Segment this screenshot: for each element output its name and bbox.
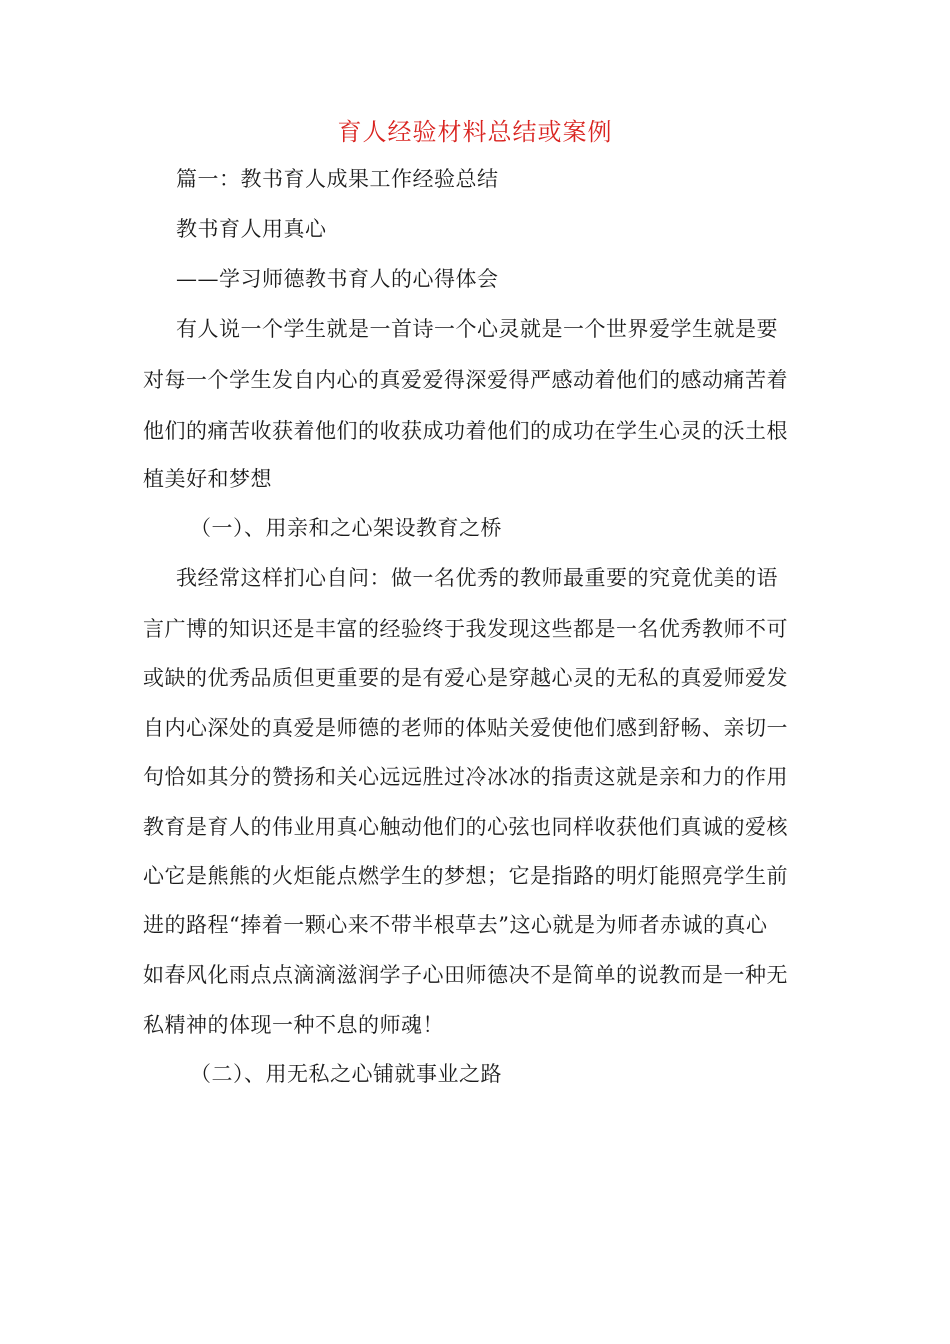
paragraph-line: 心它是熊熊的火炬能点燃学生的梦想；它是指路的明灯能照亮学生前: [143, 864, 788, 888]
paragraph-line: 教育是育人的伟业用真心触动他们的心弦也同样收获他们真诚的爱核: [143, 815, 788, 839]
paragraph-line: 他们的痛苦收获着他们的收获成功着他们的成功在学生心灵的沃土根: [143, 419, 788, 443]
subheading: 教书育人用真心: [176, 217, 327, 241]
document-title: 育人经验材料总结或案例: [337, 118, 613, 146]
paragraph-line: 私精神的体现一种不息的师魂！: [143, 1013, 444, 1037]
paragraph-line: 对每一个学生发自内心的真爱爱得深爱得严感动着他们的感动痛苦着: [143, 368, 788, 392]
paragraph-line: 如春风化雨点点滴滴滋润学子心田师德决不是简单的说教而是一种无: [143, 963, 788, 987]
section-heading-1: （一）、用亲和之心架设教育之桥: [190, 516, 502, 540]
section-heading-2: （二）、用无私之心铺就事业之路: [190, 1062, 502, 1086]
subtitle: ——学习师德教书育人的心得体会: [176, 267, 499, 291]
paragraph-line: 自内心深处的真爱是师德的老师的体贴关爱使他们感到舒畅、亲切一: [143, 716, 788, 740]
paragraph-line: 进的路程“捧着一颗心来不带半根草去”这心就是为师者赤诚的真心: [143, 913, 768, 937]
paragraph-line: 我经常这样扪心自问：做一名优秀的教师最重要的究竟优美的语: [176, 566, 778, 590]
paragraph-line: 植美好和梦想: [143, 467, 272, 491]
part-heading: 篇一：教书育人成果工作经验总结: [176, 167, 499, 191]
paragraph-line: 有人说一个学生就是一首诗一个心灵就是一个世界爱学生就是要: [176, 317, 778, 341]
paragraph-line: 或缺的优秀品质但更重要的是有爱心是穿越心灵的无私的真爱师爱发: [143, 666, 788, 690]
paragraph-line: 言广博的知识还是丰富的经验终于我发现这些都是一名优秀教师不可: [143, 617, 788, 641]
paragraph-line: 句恰如其分的赞扬和关心远远胜过冷冰冰的指责这就是亲和力的作用: [143, 765, 788, 789]
